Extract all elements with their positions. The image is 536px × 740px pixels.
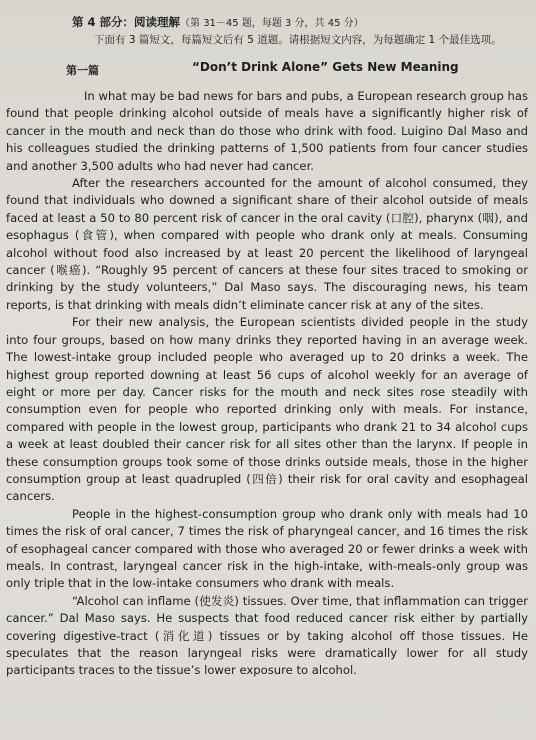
paragraph-5: “Alcohol can inflame (使发炎) tissues. Over time, that inflammation can trigger cancer.” Dal Maso says. He suspects that food reduced cancer risk either by partially covering digestive-tract (消化道) tissues or by taking alcohol off those tissues. He speculates that the reason laryngeal risks were dramatically lower for all study participants traces to the tissue’s lower exposure to alcohol. [6,593,528,678]
passage-title: “Don’t Drink Alone” Gets New Meaning [192,60,459,74]
section-label: 第 4 部分：阅读理解 [72,15,181,29]
passage-label: 第一篇 [66,64,99,77]
section-header [6,14,528,32]
section-note: （第 31－45 题，每题 3 分，共 45 分） [180,18,364,29]
paragraph-3: For their new analysis, the European scientists divided people in the study into four groups, based on how many drinks they reported having in an average week. The lowest-intake group included people who averaged up to 20 drinks a week. The highest group reported downing at least 56 cups of alcohol weekly for an average of eight or more per day. Cancer risks for the mouth and neck sites rose steadily with consumption even for people who reported drinking only with meals. For instance, compared with people in the lowest group, participants who drank 21 to 34 alcohol cups a week at least doubled their cancer risk for all sites other than the larynx. If people in these consumption groups took some of those drinks outside meals, those in the higher consumption group at least quadrupled (四倍) their risk for oral cavity and esophageal cancers. [6,315,528,504]
passage-title-row [6,56,528,82]
passage-body [6,88,528,680]
paragraph-1: In what may be bad news for bars and pubs, a European research group has found that people drinking alcohol outside of meals have a significantly higher risk of cancer in the mouth and neck than do those who drink with food. Luigino Dal Maso and his colleagues studied the drinking patterns of 1,500 patients from four cancer studies and another 3,500 adults who had never had cancer. [6,89,528,173]
paragraph-2: After the researchers accounted for the amount of alcohol consumed, they found that individuals who downed a significant share of their alcohol outside of meals faced at least a 50 to 80 percent risk of cancer in the oral cavity (口腔), pharynx (咽), and esophagus (食管), when compared with people who drank only at meals. Consuming alcohol without food also increased by at least 20 percent the likelihood of laryngeal cancer (喉癌). “Roughly 95 percent of cancers at these four sites traced to smoking or drinking by the study volunteers,” Dal Maso says. The discouraging news, his team reports, is that drinking with meals didn’t eliminate cancer risk at any of the sites. [6,176,528,312]
instruction-text: 下面有 3 篇短文，每篇短文后有 5 道题。请根据短文内容，为每题确定 1 个最佳选项。 [94,34,502,46]
paragraph-4: People in the highest-consumption group who drank only with meals had 10 times the risk of oral cancer, 7 times the risk of pharyngeal cancer, and 16 times the risk of esophageal cancer compared with those who averaged 20 or fewer drinks a week with meals. In contrast, laryngeal cancer risk in the high-intake, with-meals-only group was only triple that in the low-intake consumers who drank with meals. [6,506,528,591]
